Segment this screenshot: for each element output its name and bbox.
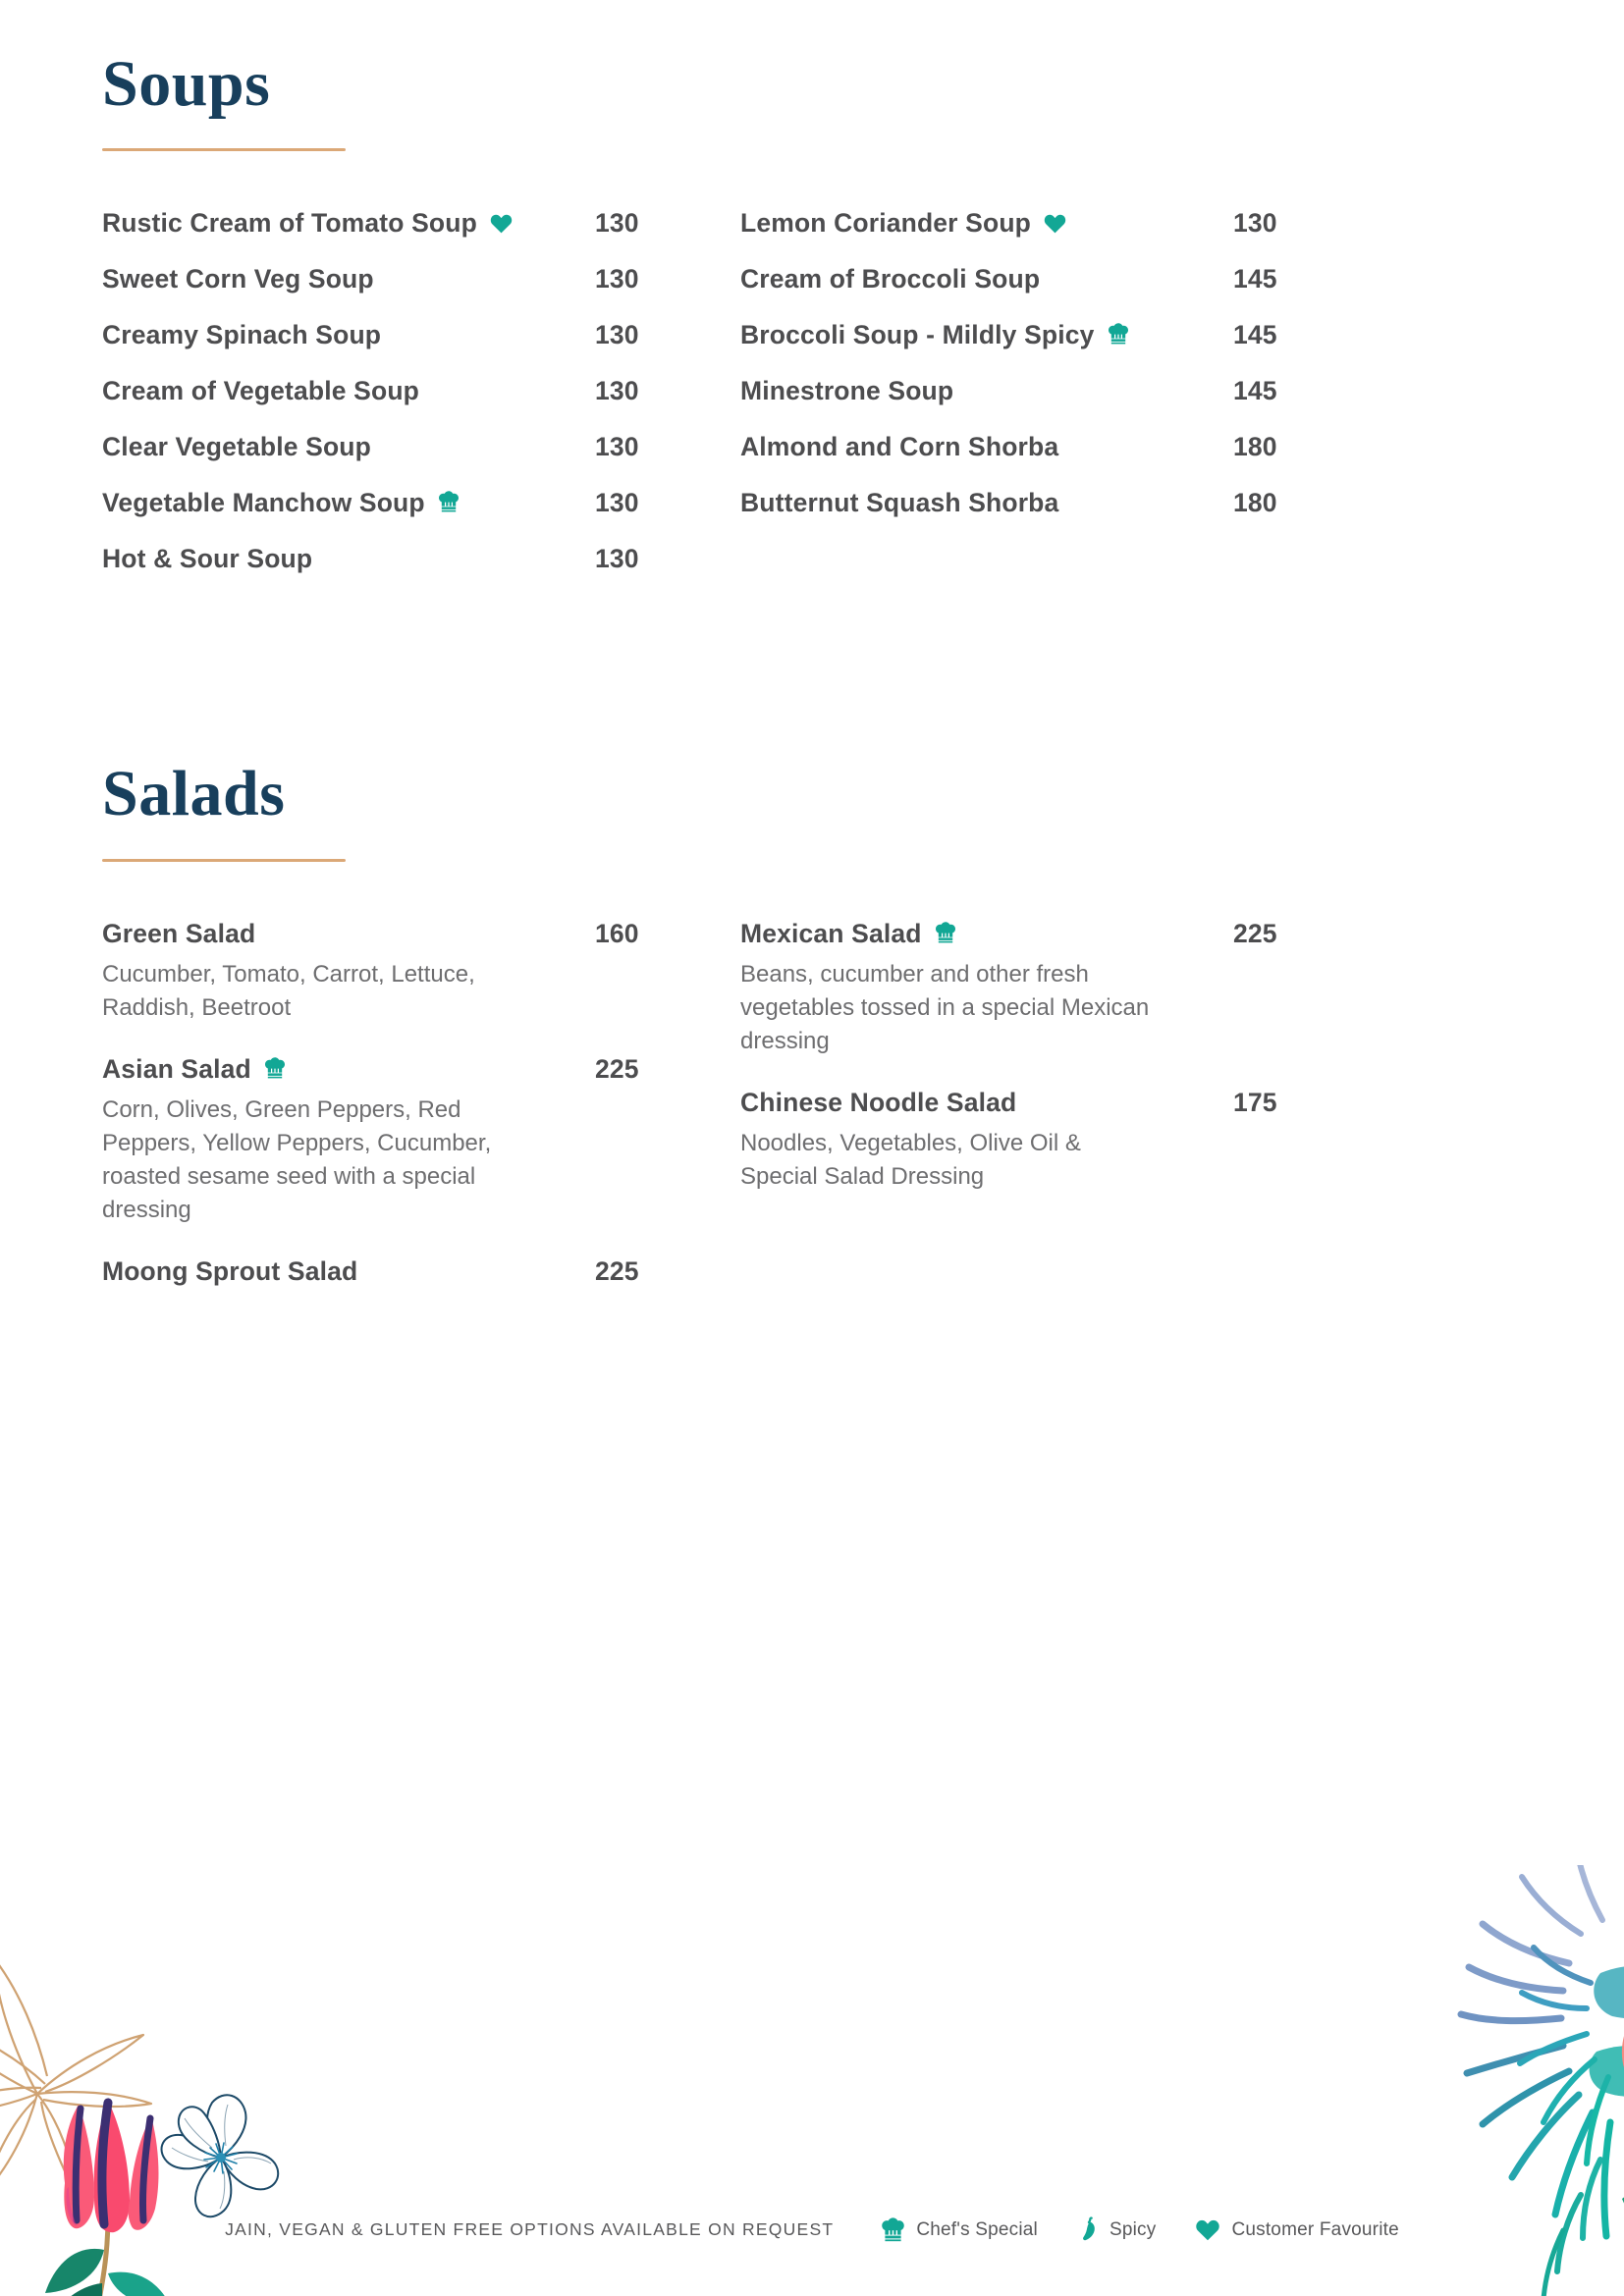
section-title-salads: Salads — [102, 758, 286, 830]
menu-item[interactable] — [102, 488, 731, 518]
menu-item[interactable] — [102, 544, 731, 574]
item-price: 130 — [595, 488, 639, 518]
chef-hat-icon — [881, 2216, 905, 2243]
item-price: 175 — [1233, 1087, 1277, 1117]
item-price: 160 — [595, 918, 639, 948]
menu-item[interactable] — [740, 432, 1369, 462]
item-name: Almond and Corn Shorba — [740, 432, 1059, 462]
menu-item[interactable] — [102, 1256, 731, 1287]
section-divider — [102, 148, 346, 151]
menu-item[interactable] — [740, 488, 1369, 518]
item-name: Cream of Vegetable Soup — [102, 376, 420, 406]
legend-label: Customer Favourite — [1231, 2218, 1399, 2240]
white-flower-illustration — [139, 2081, 301, 2238]
item-name: Green Salad — [102, 918, 256, 948]
salads-column-right — [740, 919, 1369, 1287]
item-name: Clear Vegetable Soup — [102, 432, 371, 462]
menu-item[interactable] — [740, 264, 1369, 294]
item-price: 130 — [595, 432, 639, 462]
item-price: 130 — [595, 264, 639, 294]
item-price: 180 — [1233, 432, 1277, 462]
item-name: Butternut Squash Shorba — [740, 488, 1059, 518]
footer-note: JAIN, VEGAN & GLUTEN FREE OPTIONS AVAILABLE ON REQUEST — [225, 2219, 835, 2239]
chef-hat-icon — [264, 1056, 286, 1080]
gold-leaf-illustration — [0, 1929, 267, 2223]
legend-label: Chef's Special — [916, 2218, 1038, 2240]
menu-item[interactable] — [102, 1054, 731, 1227]
chef-hat-icon — [438, 490, 460, 513]
menu-item[interactable] — [740, 1088, 1369, 1194]
item-name: Asian Salad — [102, 1053, 251, 1084]
item-description: Noodles, Vegetables, Olive Oil & Special Salad Dressing — [740, 1129, 1081, 1190]
item-name: Chinese Noodle Salad — [740, 1087, 1017, 1117]
heart-icon — [490, 213, 513, 234]
section-title-soups: Soups — [102, 48, 271, 120]
item-price: 130 — [595, 544, 639, 574]
soups-column-left — [102, 208, 731, 574]
menu-item[interactable] — [102, 919, 731, 1025]
legend-item-customer-favourite — [1195, 2218, 1398, 2241]
heart-icon — [1195, 2218, 1220, 2241]
item-price: 225 — [595, 1053, 639, 1084]
item-name: Sweet Corn Veg Soup — [102, 264, 374, 294]
legend — [881, 2216, 1399, 2243]
legend-item-chefs-special — [881, 2216, 1038, 2243]
menu-item[interactable] — [102, 320, 731, 350]
item-name: Cream of Broccoli Soup — [740, 264, 1041, 294]
menu-item[interactable] — [102, 208, 731, 239]
item-price: 145 — [1233, 376, 1277, 406]
chef-hat-icon — [1108, 322, 1129, 346]
item-price: 225 — [1233, 918, 1277, 948]
menu-item[interactable] — [740, 919, 1369, 1058]
item-description: Beans, cucumber and other fresh vegetables tossed in a special Mexican dressing — [740, 960, 1150, 1054]
item-name: Mexican Salad — [740, 918, 922, 948]
item-price: 145 — [1233, 264, 1277, 294]
item-name: Hot & Sour Soup — [102, 544, 313, 574]
chef-hat-icon — [935, 921, 956, 944]
item-price: 225 — [595, 1256, 639, 1287]
menu-footer — [0, 2216, 1624, 2243]
item-name: Minestrone Soup — [740, 376, 954, 406]
item-price: 145 — [1233, 320, 1277, 350]
section-soups — [102, 48, 1369, 574]
salads-column-left — [102, 919, 731, 1287]
item-name: Vegetable Manchow Soup — [102, 488, 425, 518]
salads-item-grid — [102, 919, 1369, 1287]
menu-item[interactable] — [740, 320, 1369, 350]
legend-label: Spicy — [1109, 2218, 1157, 2240]
soups-column-right — [740, 208, 1369, 574]
heart-icon — [1044, 213, 1066, 234]
chili-pepper-icon — [1077, 2216, 1099, 2243]
soups-item-grid — [102, 208, 1369, 574]
menu-item[interactable] — [102, 264, 731, 294]
menu-item[interactable] — [102, 376, 731, 406]
item-price: 130 — [1233, 208, 1277, 239]
item-description: Corn, Olives, Green Peppers, Red Peppers, Yellow Peppers, Cucumber, roasted sesame seed with a special dressing — [102, 1095, 492, 1224]
menu-item[interactable] — [740, 208, 1369, 239]
section-divider — [102, 859, 346, 862]
menu-item[interactable] — [740, 376, 1369, 406]
item-price: 130 — [595, 376, 639, 406]
legend-item-spicy — [1077, 2216, 1156, 2243]
item-price: 130 — [595, 320, 639, 350]
item-name: Broccoli Soup - Mildly Spicy — [740, 320, 1095, 350]
item-name: Moong Sprout Salad — [102, 1256, 358, 1287]
menu-content — [102, 0, 1369, 1287]
item-name: Creamy Spinach Soup — [102, 320, 382, 350]
item-name: Lemon Coriander Soup — [740, 208, 1031, 239]
item-price: 180 — [1233, 488, 1277, 518]
item-description: Cucumber, Tomato, Carrot, Lettuce, Raddish, Beetroot — [102, 960, 475, 1021]
item-name: Rustic Cream of Tomato Soup — [102, 208, 477, 239]
tulip-illustration — [6, 2081, 222, 2296]
section-salads — [102, 758, 1369, 1287]
menu-item[interactable] — [102, 432, 731, 462]
item-price: 130 — [595, 208, 639, 239]
